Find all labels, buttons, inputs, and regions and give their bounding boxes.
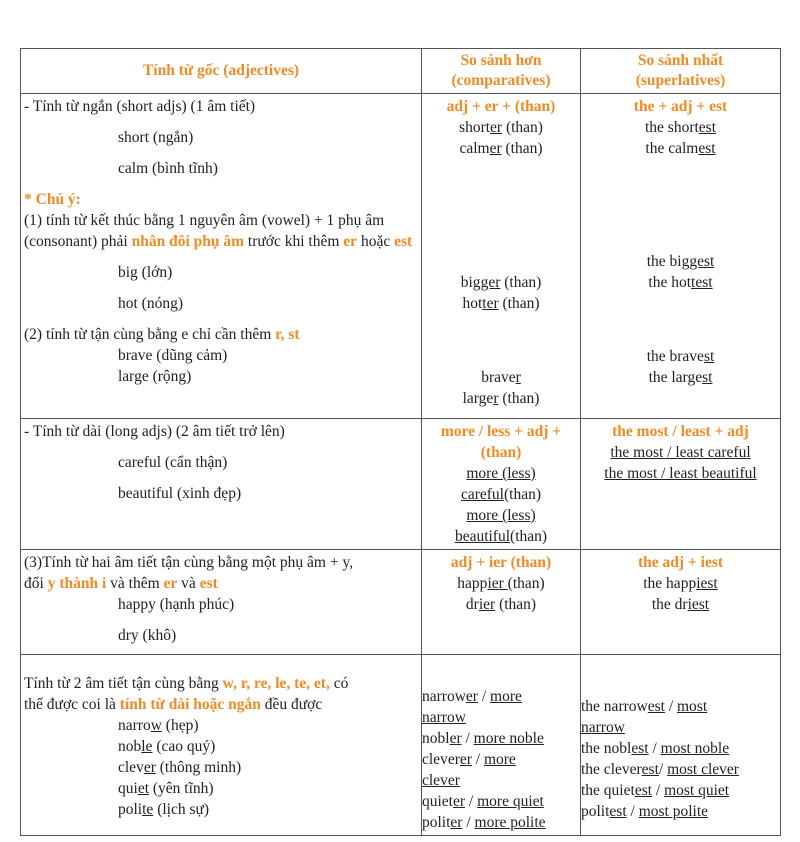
- long-adjectives-row: [21, 419, 781, 550]
- y-ending-superlatives-cell: the adj + iest the happiest the driest: [581, 550, 781, 655]
- note-1: (1) tính từ kết thúc bằng 1 nguyên âm (vowel) + 1 phụ âm (consonant) phải nhân đôi phụ âm trước khi thêm er hoặc est: [24, 212, 413, 250]
- superlative-formula: the + adj + est: [633, 98, 728, 115]
- short-comparatives-cell: adj + er + (than) shorter (than) calmer (than) bigger (than) hotter (than) braver larger (than): [422, 94, 581, 419]
- comparative-formula: adj + er + (than): [446, 98, 556, 115]
- short-adjectives-row: [21, 94, 781, 419]
- header-row: [21, 49, 781, 94]
- either-row: [21, 655, 781, 836]
- short-adjectives-cell: - Tính từ ngắn (short adjs) (1 âm tiết) short (ngắn) calm (bình tĩnh) * Chú ý: (1) tính từ kết thúc bằng 1 nguyên âm (vowel) + 1 phụ âm (consonant) phải nhân đôi phụ âm trước khi thêm er hoặc est big (lớn) hot (nóng) (2) tính từ tận cùng bằng e chỉ cần thêm r, st brave (dũng cảm) large (rộng): [21, 94, 422, 419]
- note-label: * Chú ý:: [24, 191, 81, 208]
- either-comparatives-cell: narrower / more narrow nobler / more noble cleverer / more clever quieter / more quiet politer / more polite: [422, 655, 581, 836]
- long-adjectives-cell: - Tính từ dài (long adjs) (2 âm tiết trở lên) careful (cẩn thận) beautiful (xinh đẹp): [21, 419, 422, 550]
- short-superlatives-cell: the + adj + est the shortest the calmest the biggest the hottest the bravest the largest: [581, 94, 781, 419]
- header-adjectives: Tính từ gốc (adjectives): [21, 49, 422, 94]
- header-comparatives: So sánh hơn (comparatives): [422, 49, 581, 94]
- y-ending-cell: (3)Tính từ hai âm tiết tận cùng bằng một phụ âm + y, đổi y thành i và thêm er và est happy (hạnh phúc) dry (khô): [21, 550, 422, 655]
- either-superlatives-cell: the narrowest / most narrow the noblest / most noble the cleverest/ most clever the quietest / most quiet politest / most polite: [581, 655, 781, 836]
- long-comparatives-cell: more / less + adj + (than) more (less) careful(than) more (less) beautiful(than): [422, 419, 581, 550]
- either-cell: Tính từ 2 âm tiết tận cùng bằng w, r, re, le, te, et, có thể được coi là tính từ dài hoặc ngắn đều được narrow (hẹp) noble (cao quý) clever (thông minh) quiet (yên tĩnh) polite (lịch sự): [21, 655, 422, 836]
- y-ending-comparatives-cell: adj + ier (than) happier (than) drier (than): [422, 550, 581, 655]
- long-superlatives-cell: the most / least + adj the most / least careful the most / least beautiful: [581, 419, 781, 550]
- y-ending-row: [21, 550, 781, 655]
- note-2: (2) tính từ tận cùng bằng e chỉ cần thêm r, st: [24, 326, 300, 343]
- comparison-table: [20, 48, 781, 836]
- header-superlatives: So sánh nhất (superlatives): [581, 49, 781, 94]
